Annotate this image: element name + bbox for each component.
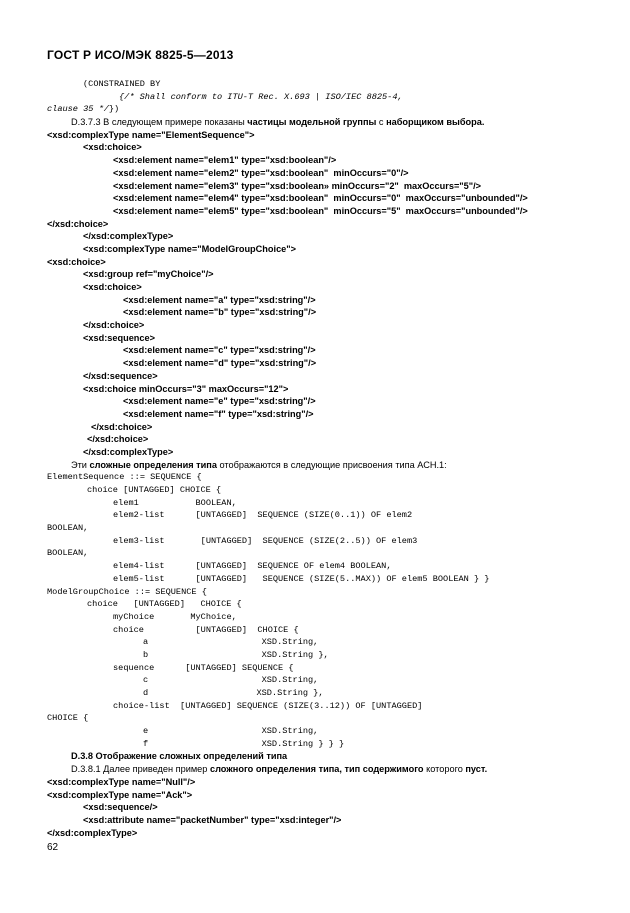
text-segment: <xsd:complexType name="ElementSequence">	[47, 129, 255, 140]
document-line	[47, 687, 607, 700]
document-line	[47, 586, 607, 599]
text-segment: <xsd:group ref="myChoice"/>	[83, 269, 214, 280]
text-segment: отображаются в следующие присвоения типа АСН.1:	[216, 459, 447, 470]
text-segment: </xsd:choice>	[83, 320, 145, 331]
document-line	[47, 649, 607, 662]
text-segment: <xsd:complexType name="ModelGroupChoice">	[83, 243, 297, 254]
bold-text-segment: сложного определения типа, тип содержимого	[209, 764, 424, 775]
text-segment: <xsd:element name="elem4" type="xsd:boolean" minOccurs="0" maxOccurs="unbounded"/>	[113, 193, 528, 204]
bold-text-segment: наборщиком выбора.	[386, 117, 485, 128]
document-line	[47, 674, 607, 687]
text-segment: BOOLEAN,	[47, 523, 89, 534]
document-line	[47, 547, 607, 560]
page-number: 62	[47, 842, 59, 853]
document-line	[47, 814, 607, 827]
document-line	[47, 509, 607, 522]
document-line	[47, 446, 607, 459]
document-line	[47, 700, 607, 713]
document-line	[47, 167, 607, 180]
document-line	[47, 611, 607, 624]
text-segment: Эти	[71, 459, 90, 470]
document-line	[47, 421, 607, 434]
text-segment: elem5-list [UNTAGGED] SEQUENCE (SIZE(5..MAX)) OF elem5 BOOLEAN } }	[113, 573, 490, 584]
text-segment: <xsd:choice>	[83, 282, 142, 292]
bold-text-segment: частицы модельной группы	[247, 117, 377, 128]
text-segment: D.3.7.3 В следующем примере показаны	[71, 117, 248, 128]
document-line	[47, 141, 607, 154]
document-line	[47, 103, 607, 116]
document-body	[47, 78, 607, 839]
text-segment: </xsd:choice>	[87, 434, 149, 445]
text-segment: <xsd:element name="d" type="xsd:string"/>	[123, 358, 317, 369]
text-segment: b XSD.String },	[143, 649, 329, 660]
text-segment: f XSD.String } } }	[143, 738, 345, 749]
document-line	[47, 91, 607, 104]
text-segment: choice-list [UNTAGGED] SEQUENCE (SIZE(3..12)) OF [UNTAGGED]	[113, 700, 423, 711]
bold-text-segment: D.3.8 Отображение сложных определений типа	[71, 751, 288, 762]
text-segment: e XSD.String,	[143, 726, 319, 737]
document-line	[47, 535, 607, 548]
document-line	[47, 154, 607, 167]
text-segment: a XSD.String,	[143, 637, 319, 648]
document-line	[47, 598, 607, 611]
text-segment: <xsd:choice minOccurs="3" maxOccurs="12">	[83, 383, 289, 394]
document-line	[47, 662, 607, 675]
document-line	[47, 218, 607, 231]
text-segment: </xsd:sequence>	[83, 370, 158, 381]
text-segment: <xsd:sequence>	[83, 332, 156, 343]
document-line	[47, 256, 607, 269]
text-segment: <xsd:element name="elem3" type="xsd:boolean» minOccurs="2" maxOccurs="5"/>	[113, 180, 482, 191]
text-segment: </xsd:complexType>	[83, 446, 174, 457]
document-line	[47, 573, 607, 586]
document-line	[47, 192, 607, 205]
document-line	[47, 370, 607, 383]
text-segment: myChoice MyChoice,	[113, 611, 237, 622]
document-line	[47, 408, 607, 421]
text-segment: <xsd:element name="elem1" type="xsd:boolean"/>	[113, 155, 337, 166]
document-line	[47, 129, 607, 142]
text-segment: <xsd:element name="e" type="xsd:string"/>	[123, 396, 316, 407]
document-line	[47, 801, 607, 814]
text-segment: ElementSequence ::= SEQUENCE {	[47, 472, 202, 483]
document-line	[47, 497, 607, 510]
document-line	[47, 738, 607, 751]
text-segment: D.3.8.1 Далее приведен пример	[71, 764, 210, 775]
document-line	[47, 624, 607, 637]
text-segment: <xsd:choice>	[47, 256, 106, 267]
document-line	[47, 116, 607, 129]
text-segment: d XSD.String },	[143, 688, 324, 698]
document-line	[47, 789, 607, 802]
text-segment: BOOLEAN,	[47, 548, 89, 559]
text-segment: <xsd:element name="elem5" type="xsd:boolean" minOccurs="5" maxOccurs="unbounded"/>	[113, 205, 528, 216]
document-line	[47, 484, 607, 497]
text-segment: elem3-list [UNTAGGED] SEQUENCE (SIZE(2..5)) OF elem3	[113, 535, 418, 546]
document-line	[47, 294, 607, 307]
document-line	[47, 459, 607, 472]
document-line	[47, 712, 607, 725]
text-segment: <xsd:element name="elem2" type="xsd:boolean" minOccurs="0"/>	[113, 167, 409, 178]
document-line	[47, 750, 607, 763]
text-segment: choice [UNTAGGED] CHOICE {	[113, 624, 299, 635]
document-line	[47, 827, 607, 840]
document-line	[47, 78, 607, 91]
document-line	[47, 522, 607, 535]
text-segment: <xsd:element name="c" type="xsd:string"/>	[123, 345, 316, 356]
text-segment: </xsd:complexType>	[83, 231, 174, 242]
document-line	[47, 395, 607, 408]
bold-text-segment: пуст.	[465, 764, 488, 775]
text-segment: (CONSTRAINED BY	[83, 79, 161, 89]
text-segment: <xsd:element name="a" type="xsd:string"/>	[123, 294, 316, 305]
document-line	[47, 763, 607, 776]
text-segment: elem4-list [UNTAGGED] SEQUENCE OF elem4 BOOLEAN,	[113, 561, 392, 572]
text-segment: <xsd:choice>	[83, 142, 142, 153]
document-line	[47, 776, 607, 789]
document-line	[47, 268, 607, 281]
document-line	[47, 281, 607, 294]
page-header: ГОСТ Р ИСО/МЭК 8825-5—2013	[47, 48, 234, 62]
document-line	[47, 471, 607, 484]
text-segment: choice [UNTAGGED] CHOICE {	[87, 485, 222, 495]
document-line	[47, 243, 607, 256]
bold-text-segment: сложные определения типа	[89, 459, 217, 470]
document-line	[47, 357, 607, 370]
document-line	[47, 433, 607, 446]
text-segment: с	[376, 117, 387, 128]
text-segment: elem1 BOOLEAN,	[113, 497, 237, 508]
document-line	[47, 332, 607, 345]
text-segment: </xsd:choice>	[91, 421, 153, 432]
document-line	[47, 560, 607, 573]
document-line	[47, 383, 607, 396]
text-segment: </xsd:complexType>	[47, 827, 138, 838]
document-line	[47, 180, 607, 193]
text-segment: </xsd:choice>	[47, 218, 109, 229]
text-segment: <xsd:complexType name="Null"/>	[47, 776, 196, 787]
document-line	[47, 306, 607, 319]
document-line	[47, 205, 607, 218]
document-line	[47, 319, 607, 332]
text-segment: <xsd:element name="b" type="xsd:string"/>	[123, 307, 317, 318]
text-segment: elem2-list [UNTAGGED] SEQUENCE (SIZE(0..1)) OF elem2	[113, 510, 413, 521]
text-segment: <xsd:sequence/>	[83, 802, 158, 813]
text-segment: которого	[423, 764, 466, 775]
document-line	[47, 230, 607, 243]
text-segment: CHOICE {	[47, 713, 89, 724]
text-segment: c XSD.String,	[143, 675, 319, 686]
text-segment: choice [UNTAGGED] CHOICE {	[87, 599, 242, 610]
text-segment: sequence [UNTAGGED] SEQUENCE {	[113, 662, 294, 673]
text-segment: {/* Shall conform to ITU-T Rec. X.693 | ISO/IEC 8825-4,	[119, 91, 403, 102]
text-segment: })	[108, 104, 120, 115]
text-segment: <xsd:complexType name="Ack">	[47, 789, 193, 800]
text-segment: ModelGroupChoice ::= SEQUENCE {	[47, 586, 207, 597]
text-segment: <xsd:attribute name="packetNumber" type="xsd:integer"/>	[83, 814, 342, 825]
document-line	[47, 636, 607, 649]
document-line	[47, 725, 607, 738]
text-segment: <xsd:element name="f" type="xsd:string"/>	[123, 408, 314, 419]
document-line	[47, 344, 607, 357]
text-segment: clause 35 */	[47, 104, 109, 115]
